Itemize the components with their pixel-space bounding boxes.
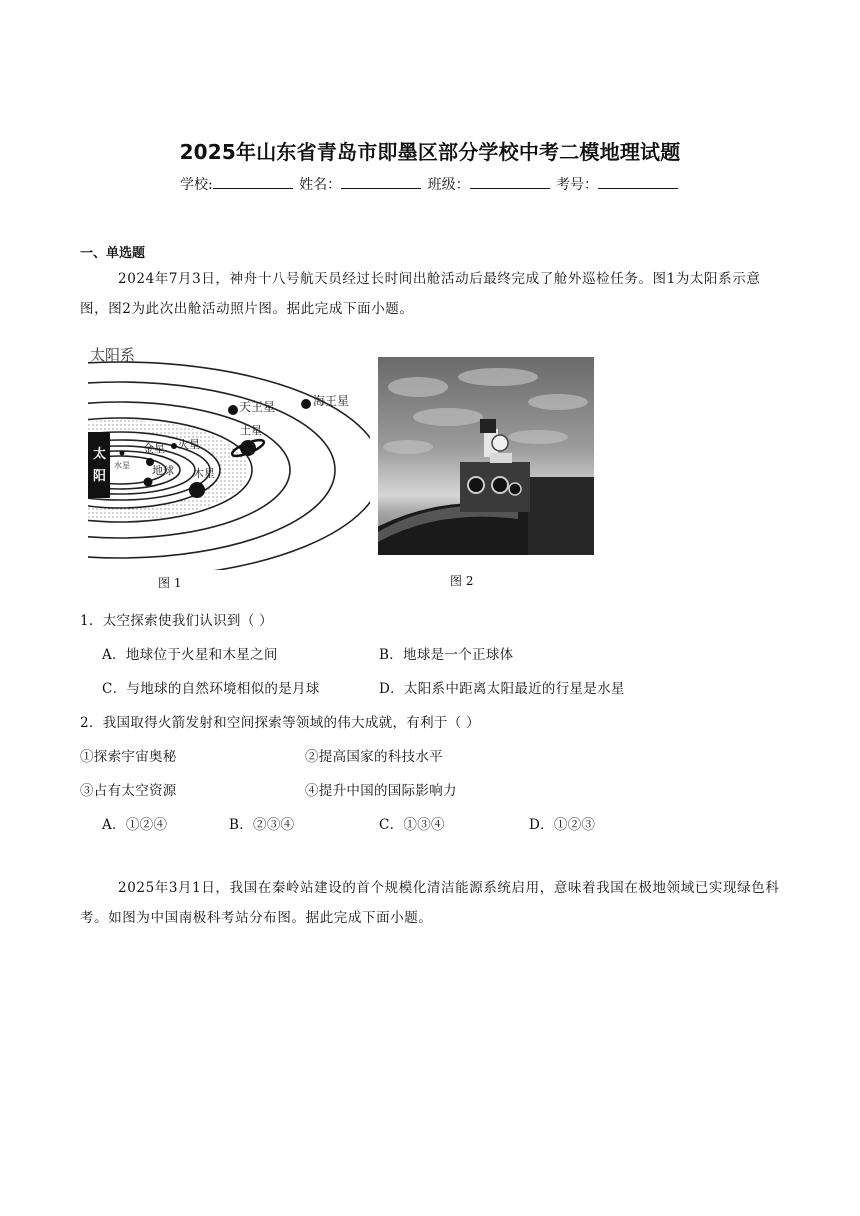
mercury-planet <box>120 451 125 456</box>
class-label: 班级： <box>427 177 470 193</box>
neptune-planet <box>301 399 311 409</box>
sun-label-2: 阳 <box>93 469 107 484</box>
uranus-planet <box>228 405 238 415</box>
question-2-option-a[interactable]: A．①②④ <box>102 817 168 833</box>
mars-planet <box>171 443 177 449</box>
question-2-option-c[interactable]: C．①③④ <box>379 817 445 833</box>
earth-planet <box>144 478 153 487</box>
earth-label: 地球 <box>152 464 174 477</box>
question-2-item-4: ④提升中国的国际影响力 <box>305 783 457 799</box>
school-blank[interactable] <box>213 176 293 189</box>
saturn-planet <box>240 440 256 456</box>
jupiter-label: 木星 <box>193 467 215 480</box>
jupiter-planet <box>189 482 205 498</box>
page-title: 2025年山东省青岛市即墨区部分学校中考二模地理试题 <box>179 140 681 164</box>
mercury-label: 水星 <box>114 461 130 470</box>
name-label: 姓名： <box>299 177 342 193</box>
passage-1: 2024年7月3日，神舟十八号航天员经过长时间出舱活动后最终完成了舱外巡检任务。图1为太阳系示意图，图2为此次出舱活动照片图。据此完成下面小题。 <box>80 271 761 317</box>
passage-2: 2025年3月1日，我国在秦岭站建设的首个规模化清洁能源系统启用，意味着我国在极地领域已实现绿色科考。如图为中国南极科考站分布图。据此完成下面小题。 <box>80 880 780 926</box>
section-heading-single-choice: 一、单选题 <box>80 246 146 261</box>
figure1-caption: 图 1 <box>158 576 182 590</box>
saturn-label: 土星 <box>240 424 262 437</box>
figure1-title: 太阳系 <box>90 346 136 364</box>
student-info-line <box>0 174 860 194</box>
question-2-item-3: ③占有太空资源 <box>80 783 177 799</box>
question-1-option-d[interactable]: D．太阳系中距离太阳最近的行星是水星 <box>379 681 625 697</box>
neptune-label: 海王星 <box>313 394 350 408</box>
name-blank[interactable] <box>341 176 421 189</box>
solar-system-figure <box>80 340 370 570</box>
sun-label-1: 太 <box>93 447 107 462</box>
question-2-stem: 2．我国取得火箭发射和空间探索等领域的伟大成就，有利于（ ） <box>80 715 480 731</box>
venus-label: 金星 <box>143 442 165 455</box>
spacewalk-photo <box>378 357 594 555</box>
question-2-item-2: ②提高国家的科技水平 <box>305 749 443 765</box>
mars-label: 火星 <box>178 438 200 451</box>
school-label: 学校: <box>179 177 213 193</box>
question-2-option-b[interactable]: B．②③④ <box>229 817 295 833</box>
question-2-item-1: ①探索宇宙奥秘 <box>80 749 177 765</box>
question-1-option-a[interactable]: A．地球位于火星和木星之间 <box>102 647 278 663</box>
class-blank[interactable] <box>470 176 550 189</box>
spacewalk-photo-image <box>378 357 594 555</box>
question-2-option-d[interactable]: D．①②③ <box>529 817 596 833</box>
figure2-caption: 图 2 <box>450 574 474 588</box>
question-1-option-b[interactable]: B．地球是一个正球体 <box>379 647 514 663</box>
question-1-option-c[interactable]: C．与地球的自然环境相似的是月球 <box>102 681 320 697</box>
exam-number-blank[interactable] <box>598 176 678 189</box>
question-1-stem: 1．太空探索使我们认识到（ ） <box>80 613 273 629</box>
uranus-label: 天王星 <box>239 400 276 414</box>
exam-number-label: 考号： <box>556 177 599 193</box>
solar-system-diagram <box>80 340 370 570</box>
